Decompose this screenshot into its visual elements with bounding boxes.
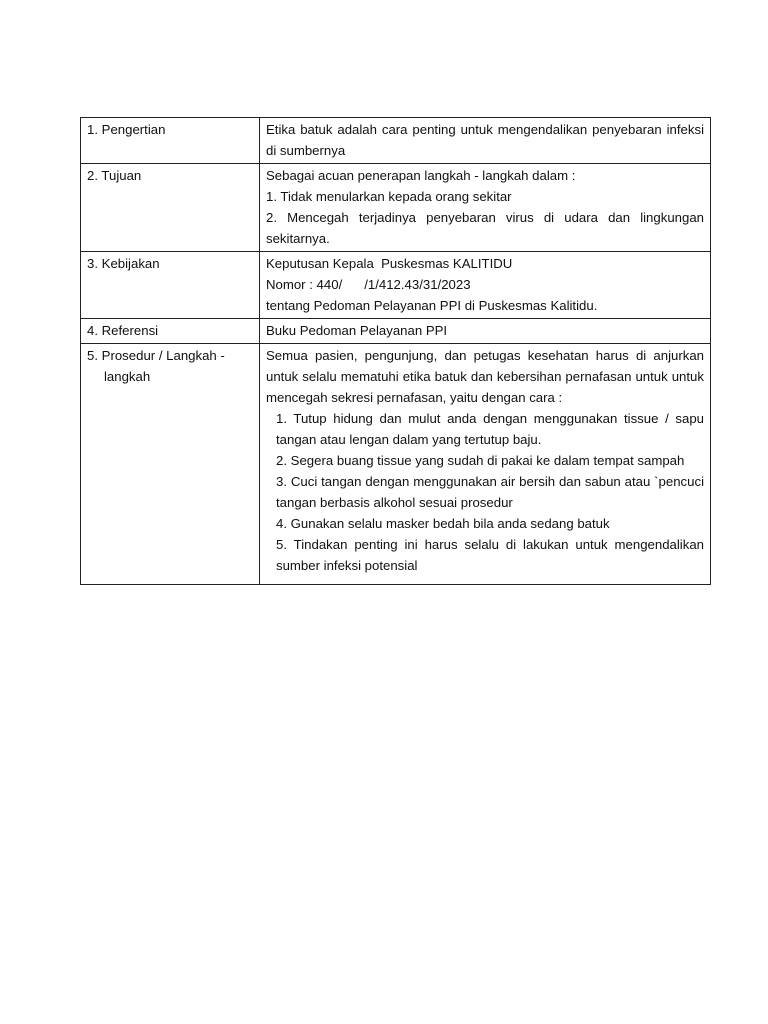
prosedur-label-line-2: langkah bbox=[104, 369, 151, 384]
sop-table bbox=[80, 117, 711, 585]
row-label-kebijakan: 3. Kebijakan bbox=[81, 252, 260, 319]
row-label-tujuan: 2. Tujuan bbox=[81, 164, 260, 252]
prosedur-item-1: 1. Tutup hidung dan mulut anda dengan menggunakan tissue / sapu tangan atau lengan dalam yang tertutup baju. bbox=[276, 411, 704, 447]
kebijakan-line-3: tentang Pedoman Pelayanan PPI di Puskesmas Kalitidu. bbox=[266, 298, 598, 313]
table-row-kebijakan bbox=[81, 252, 711, 319]
row-label-prosedur bbox=[81, 344, 260, 585]
row-content-kebijakan bbox=[260, 252, 711, 319]
prosedur-label-line-1: 5. Prosedur / Langkah - bbox=[87, 348, 225, 363]
kebijakan-line-2: Nomor : 440/ /1/412.43/31/2023 bbox=[266, 277, 471, 292]
row-content-prosedur bbox=[260, 344, 711, 585]
prosedur-intro: Semua pasien, pengunjung, dan petugas kesehatan harus di anjurkan untuk selalu mematuhi etika batuk dan kebersihan pernafasan untuk untuk mencegah sekresi pernafasan, yaitu dengan cara : bbox=[266, 348, 704, 405]
table-row-referensi bbox=[81, 319, 711, 344]
tujuan-intro: Sebagai acuan penerapan langkah - langkah dalam : bbox=[266, 168, 576, 183]
table-row-prosedur bbox=[81, 344, 711, 585]
row-content-pengertian bbox=[260, 118, 711, 164]
row-content-referensi bbox=[260, 319, 711, 344]
pengertian-text: Etika batuk adalah cara penting untuk mengendalikan penyebaran infeksi di sumbernya bbox=[266, 122, 704, 158]
kebijakan-line-1: Keputusan Kepala Puskesmas KALITIDU bbox=[266, 256, 513, 271]
tujuan-item-1: 1. Tidak menularkan kepada orang sekitar bbox=[266, 189, 512, 204]
row-content-tujuan bbox=[260, 164, 711, 252]
prosedur-item-4: 4. Gunakan selalu masker bedah bila anda sedang batuk bbox=[276, 516, 610, 531]
prosedur-item-2: 2. Segera buang tissue yang sudah di pakai ke dalam tempat sampah bbox=[276, 453, 685, 468]
table-row-pengertian bbox=[81, 118, 711, 164]
row-label-referensi: 4. Referensi bbox=[81, 319, 260, 344]
table-row-tujuan bbox=[81, 164, 711, 252]
prosedur-item-5: 5. Tindakan penting ini harus selalu di lakukan untuk mengendalikan sumber infeksi potensial bbox=[276, 537, 704, 573]
referensi-text: Buku Pedoman Pelayanan PPI bbox=[266, 323, 448, 338]
row-label-pengertian: 1. Pengertian bbox=[81, 118, 260, 164]
prosedur-item-3: 3. Cuci tangan dengan menggunakan air bersih dan sabun atau `pencuci tangan berbasis alkohol sesuai prosedur bbox=[276, 474, 704, 510]
tujuan-item-2: 2. Mencegah terjadinya penyebaran virus di udara dan lingkungan sekitarnya. bbox=[266, 210, 704, 246]
